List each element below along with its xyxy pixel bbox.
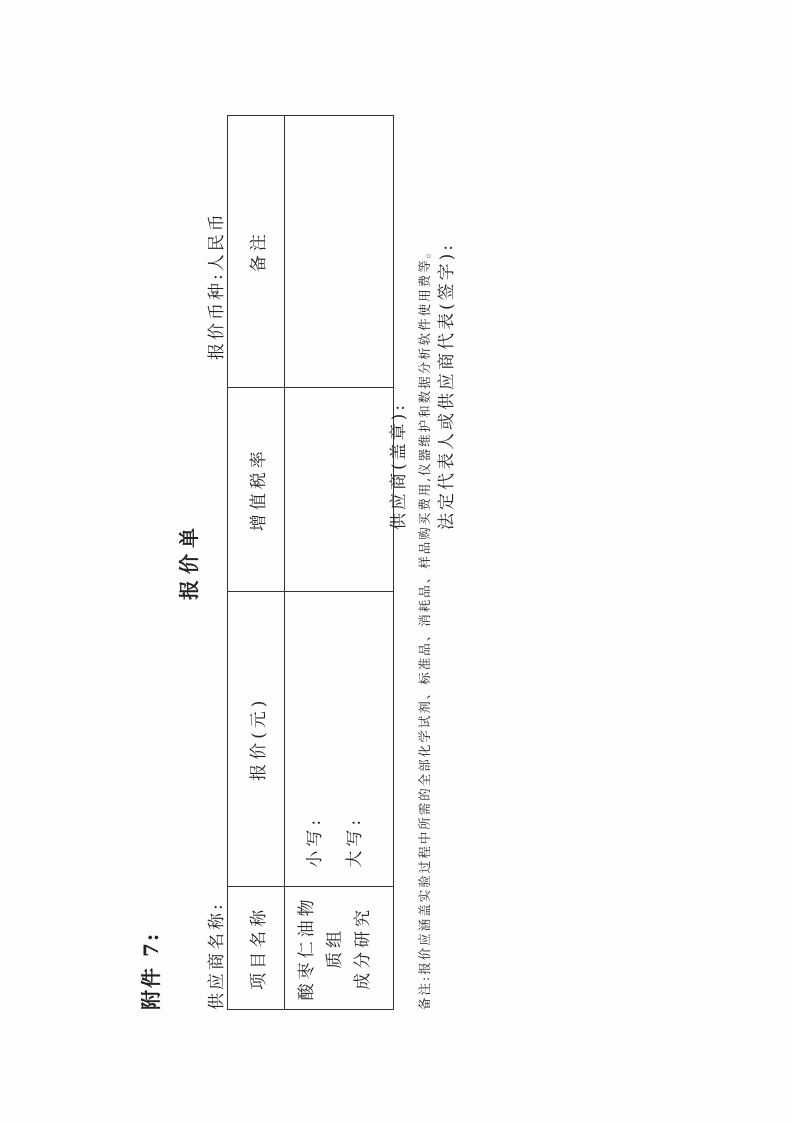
table-header-row — [228, 116, 285, 1010]
header-price: 报价(元) — [228, 591, 285, 886]
quotation-table — [227, 115, 394, 1010]
header-item-name: 项目名称 — [228, 886, 285, 1009]
supplier-name-label: 供应商名称: — [207, 901, 227, 1010]
item-name-line2: 成分研究 — [353, 905, 373, 990]
currency-label: 报价币种:人民币 — [207, 211, 227, 360]
price-cell[interactable] — [285, 591, 394, 886]
item-name-line1: 酸枣仁油物质组 — [297, 895, 345, 1001]
header-remark: 备注 — [228, 116, 285, 388]
price-lowercase-label: 小写: — [305, 815, 325, 868]
header-vat-rate: 增值税率 — [228, 387, 285, 591]
footnote: 备注:报价应涵盖实验过程中所需的全部化学试剂、标准品、消耗品、样品购买费用,仪器维护和数据分析软件使用费等。 — [417, 243, 432, 1010]
item-name-cell — [285, 886, 394, 1009]
rotated-document-page — [139, 110, 793, 1010]
legal-representative-label: 法定代表人或供应商代表(签字): — [437, 242, 457, 530]
supplier-seal-label: 供应商(盖章): — [389, 402, 409, 530]
price-uppercase-label: 大写: — [345, 815, 365, 868]
attachment-label: 附件 7: — [139, 931, 163, 1010]
document-title: 报价单 — [177, 522, 201, 600]
